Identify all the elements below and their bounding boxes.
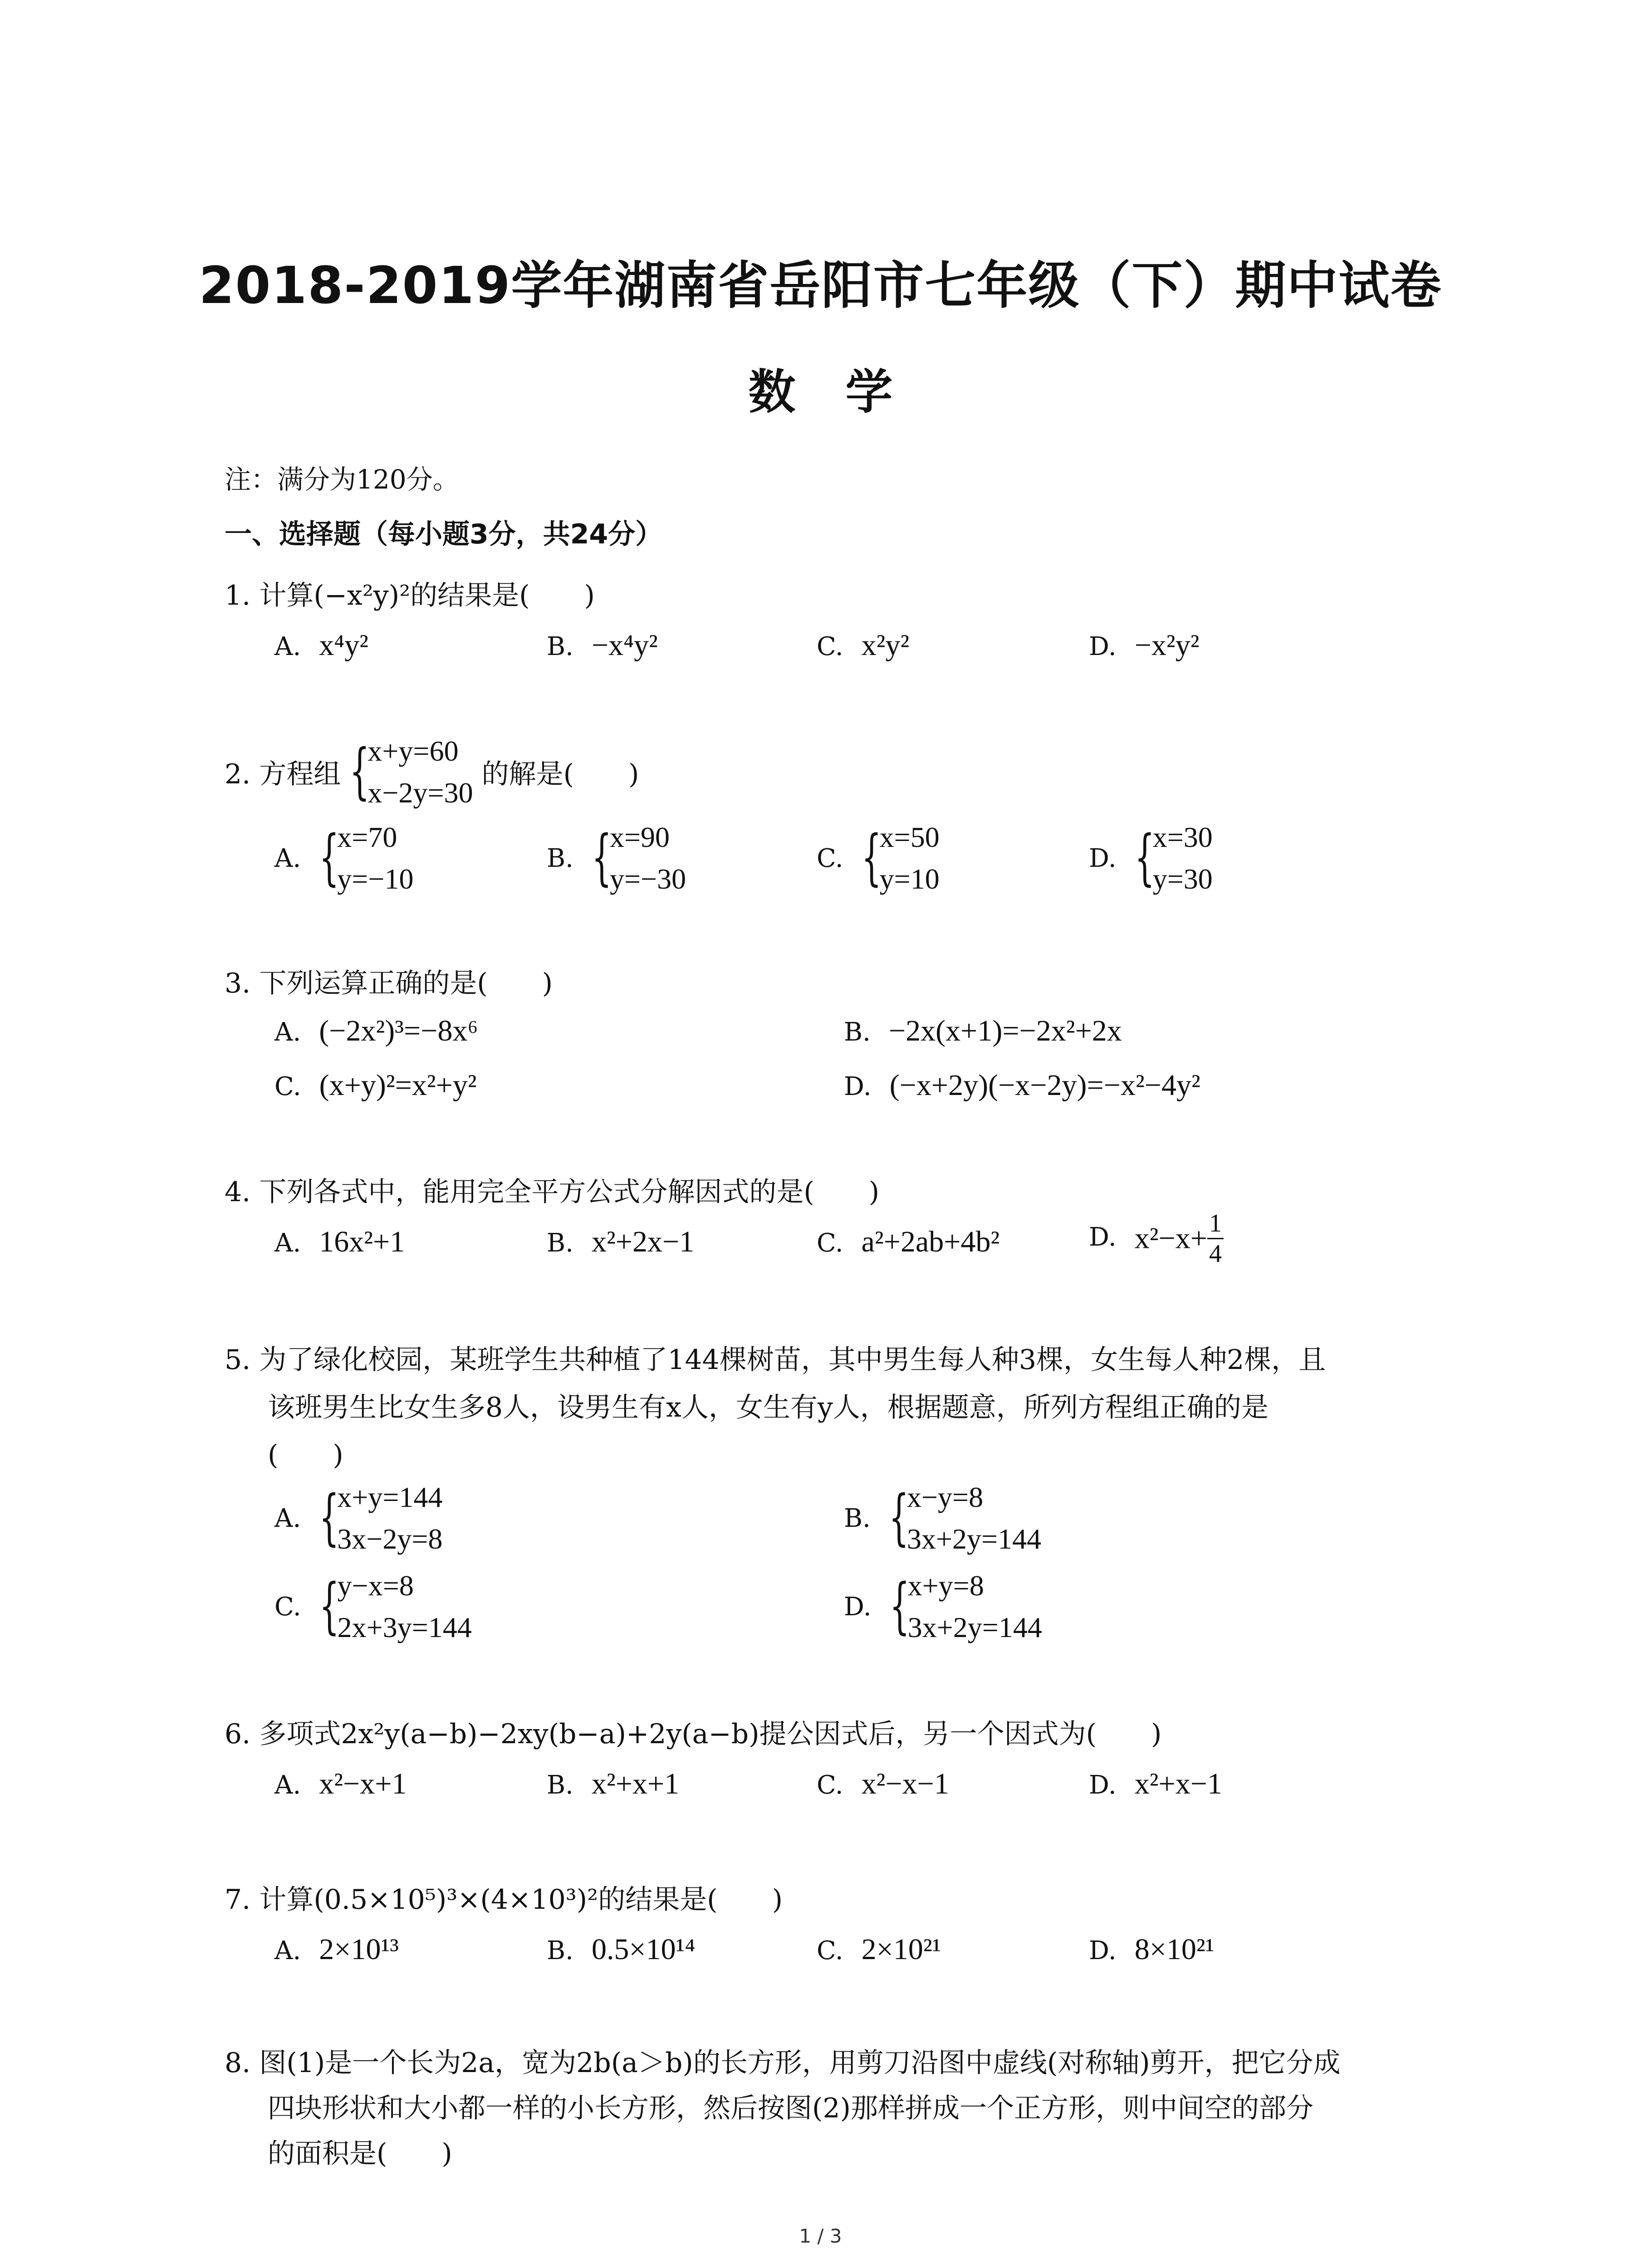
q5-option-d: D. { x+y=8 3x+2y=144 [844,1565,1042,1648]
q1-option-d: D. −x²y² [1089,629,1200,662]
question-3-stem: 3. 下列运算正确的是( ) [225,968,553,999]
q5-option-a: A. { x+y=144 3x−2y=8 [274,1476,442,1560]
question-5-line-3: ( ) [268,1439,343,1471]
q1-option-a: A. x⁴y² [274,629,369,662]
question-7-stem: 7. 计算(0.5×10⁵)³×(4×10³)²的结果是( ) [225,1884,783,1916]
q2-option-a: A. { x=70 y=−10 [274,816,413,900]
page-number: 1 / 3 [799,2225,842,2247]
q3-option-d: D. (−x+2y)(−x−2y)=−x²−4y² [844,1069,1200,1102]
q6-option-d: D. x²+x−1 [1089,1767,1222,1800]
section-heading: 一、选择题（每小题3分，共24分） [225,518,663,550]
question-5-line-2: 该班男生比女生多8人，设男生有x人，女生有y人，根据题意，所列方程组正确的是 [268,1392,1269,1423]
q6-option-b: B. x²+x+1 [547,1767,680,1800]
q6-option-c: C. x²−x−1 [817,1767,949,1800]
page-title: 2018-2019学年湖南省岳阳市七年级（下）期中试卷 [199,256,1442,315]
q2-option-b: B. { x=90 y=−30 [547,816,686,900]
q3-option-c: C. (x+y)²=x²+y² [274,1069,477,1102]
q7-option-d: D. 8×10²¹ [1089,1933,1215,1966]
question-1-stem: 1. 计算(−x²y)²的结果是( ) [225,580,595,611]
subject-heading: 数学 [748,364,943,420]
q4-option-b: B. x²+2x−1 [547,1225,695,1258]
q7-option-c: C. 2×10²¹ [817,1933,941,1966]
q5-option-c: C. { y−x=8 2x+3y=144 [274,1565,472,1648]
note-text: 注：满分为120分。 [225,464,459,495]
question-8-line-2: 四块形状和大小都一样的小长方形，然后按图(2)那样拼成一个正方形，则中间空的部分 [268,2092,1313,2124]
q6-option-a: A. x²−x+1 [274,1767,407,1800]
question-2-stem: 2. 方程组 { x+y=60 x−2y=30 的解是( ) [225,730,639,814]
q5-option-b: B. { x−y=8 3x+2y=144 [844,1476,1041,1560]
fraction-one-quarter: $\frac{1}{4}$ [1207,1209,1224,1268]
q3-option-b: B. −2x(x+1)=−2x²+2x [844,1014,1122,1047]
question-5-line-1: 5. 为了绿化校园，某班学生共种植了144棵树苗，其中男生每人种3棵，女生每人种2棵，且 [225,1344,1326,1376]
question-6-stem: 6. 多项式2x²y(a−b)−2xy(b−a)+2y(a−b)提公因式后，另一个因式为( ) [225,1718,1162,1750]
q4-option-d: D. x²−x+ $\frac{1}{4}$ [1089,1209,1224,1268]
q7-option-b: B. 0.5×10¹⁴ [547,1933,696,1966]
q4-option-c: C. a²+2ab+4b² [817,1225,1000,1258]
q2-option-d: D. { x=30 y=30 [1089,816,1213,900]
question-4-stem: 4. 下列各式中，能用完全平方公式分解因式的是( ) [225,1176,880,1208]
q1-option-b: B. −x⁴y² [547,629,658,662]
question-8-line-3: 的面积是( ) [268,2138,452,2170]
question-8-line-1: 8. 图(1)是一个长为2a，宽为2b(a＞b)的长方形，用剪刀沿图中虚线(对称轴)剪开，把它分成 [225,2047,1341,2079]
q3-option-a: A. (−2x²)³=−8x⁶ [274,1014,478,1047]
q7-option-a: A. 2×10¹³ [274,1933,399,1966]
q4-option-a: A. 16x²+1 [274,1225,405,1258]
q2-equation-system: { x+y=60 x−2y=30 [349,730,473,814]
q2-option-c: C. { x=50 y=10 [817,816,940,900]
q1-option-c: C. x²y² [817,629,910,662]
